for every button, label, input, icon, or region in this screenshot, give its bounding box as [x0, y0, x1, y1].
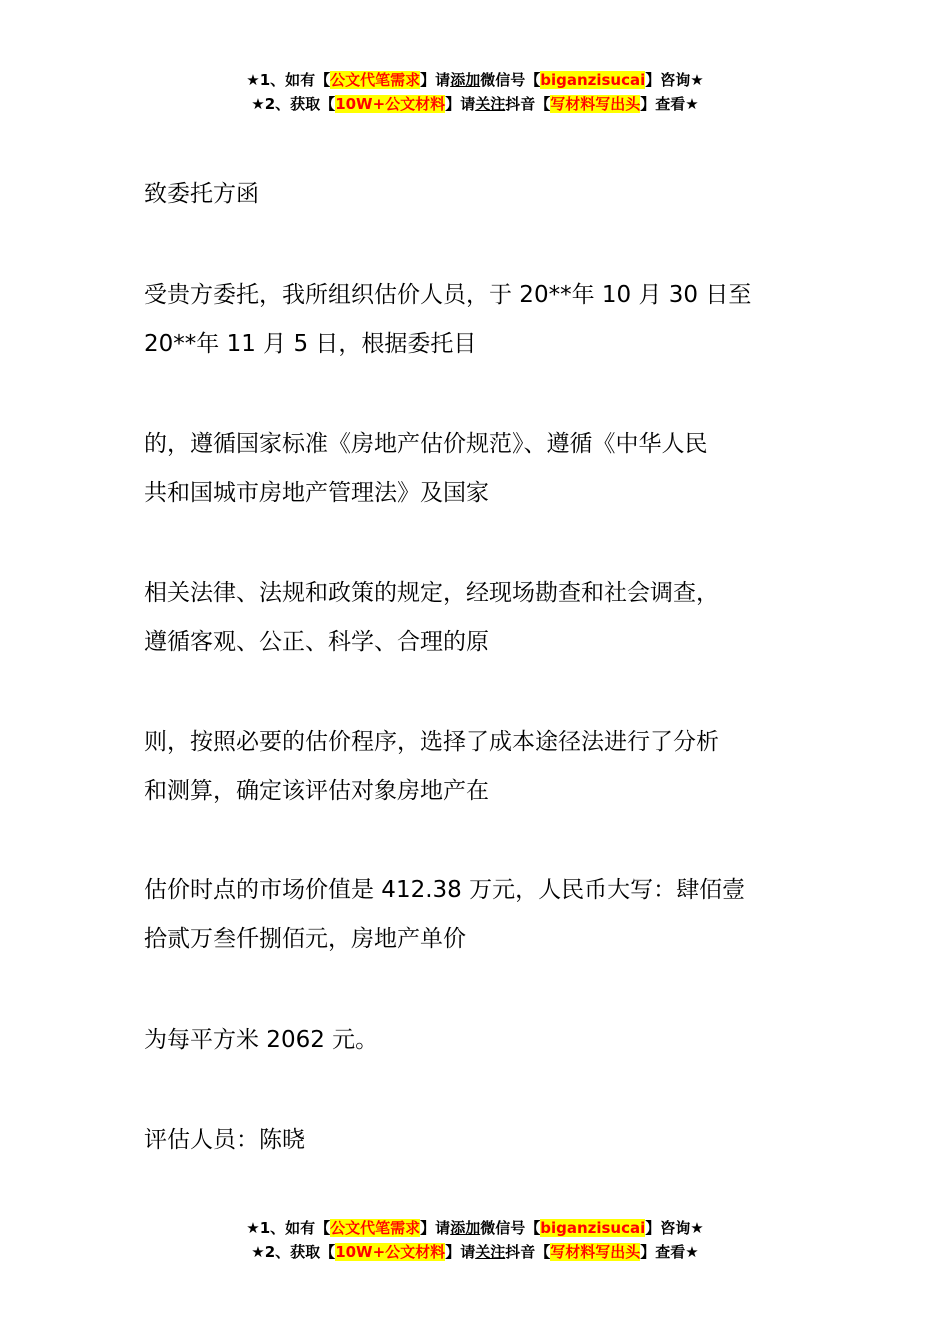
- banner-line-1: [0, 68, 950, 92]
- banner-line-1: [0, 1216, 950, 1240]
- paragraph-line: 则，按照必要的估价程序，选择了成本途径法进行了分析: [144, 729, 719, 755]
- banner-underline: 关注: [475, 1243, 506, 1261]
- banner-text: ★2、获取【: [251, 95, 336, 113]
- banner-text: 】请: [420, 71, 451, 89]
- paragraph-line: 共和国城市房地产管理法》及国家: [144, 480, 489, 506]
- paragraph-line: 相关法律、法规和政策的规定，经现场勘查和社会调查，: [144, 580, 719, 606]
- banner-text: 】查看★: [640, 1243, 699, 1261]
- banner-line-2: [0, 92, 950, 116]
- paragraph-line: 和测算，确定该评估对象房地产在: [144, 778, 489, 804]
- banner-underline: 添加: [450, 71, 481, 89]
- footer-banner: [0, 1216, 950, 1264]
- banner-text: 】请: [445, 1243, 476, 1261]
- banner-text: 微信号【: [480, 1219, 541, 1237]
- banner-text: 】咨询★: [645, 1219, 704, 1237]
- banner-underline: 添加: [450, 1219, 481, 1237]
- banner-highlight: 公文代笔需求: [330, 1219, 421, 1237]
- paragraph-line: 受贵方委托，我所组织估价人员，于 20**年 10 月 30 日至: [144, 282, 752, 308]
- paragraph-line: 为每平方米 2062 元。: [144, 1027, 379, 1053]
- banner-text: 抖音【: [505, 95, 551, 113]
- paragraph-line: 20**年 11 月 5 日，根据委托目: [144, 331, 477, 357]
- banner-line-2: [0, 1240, 950, 1264]
- paragraph-line: 遵循客观、公正、科学、合理的原: [144, 629, 489, 655]
- banner-text: 】请: [420, 1219, 451, 1237]
- header-banner: [0, 68, 950, 116]
- banner-underline: 关注: [475, 95, 506, 113]
- banner-text: 抖音【: [505, 1243, 551, 1261]
- banner-text: 】咨询★: [645, 71, 704, 89]
- banner-highlight: 写材料写出头: [550, 1243, 641, 1261]
- banner-highlight: 写材料写出头: [550, 95, 641, 113]
- banner-text: 】请: [445, 95, 476, 113]
- paragraph-line: 估价时点的市场价值是 412.38 万元，人民币大写：肆佰壹: [144, 877, 746, 903]
- banner-text: ★2、获取【: [251, 1243, 336, 1261]
- paragraph-line: 的，遵循国家标准《房地产估价规范》、遵循《中华人民: [144, 431, 708, 457]
- appraiser-line: 评估人员：陈晓: [144, 1127, 305, 1153]
- banner-wechat-id: biganzisucai: [540, 1219, 646, 1237]
- paragraph-line: 拾贰万叁仟捌佰元，房地产单价: [144, 926, 466, 952]
- document-title: 致委托方函: [144, 181, 259, 207]
- banner-text: ★1、如有【: [246, 1219, 331, 1237]
- banner-text: ★1、如有【: [246, 71, 331, 89]
- banner-wechat-id: biganzisucai: [540, 71, 646, 89]
- banner-text: 微信号【: [480, 71, 541, 89]
- banner-highlight: 10W+公文材料: [335, 1243, 446, 1261]
- banner-highlight: 10W+公文材料: [335, 95, 446, 113]
- banner-highlight: 公文代笔需求: [330, 71, 421, 89]
- banner-text: 】查看★: [640, 95, 699, 113]
